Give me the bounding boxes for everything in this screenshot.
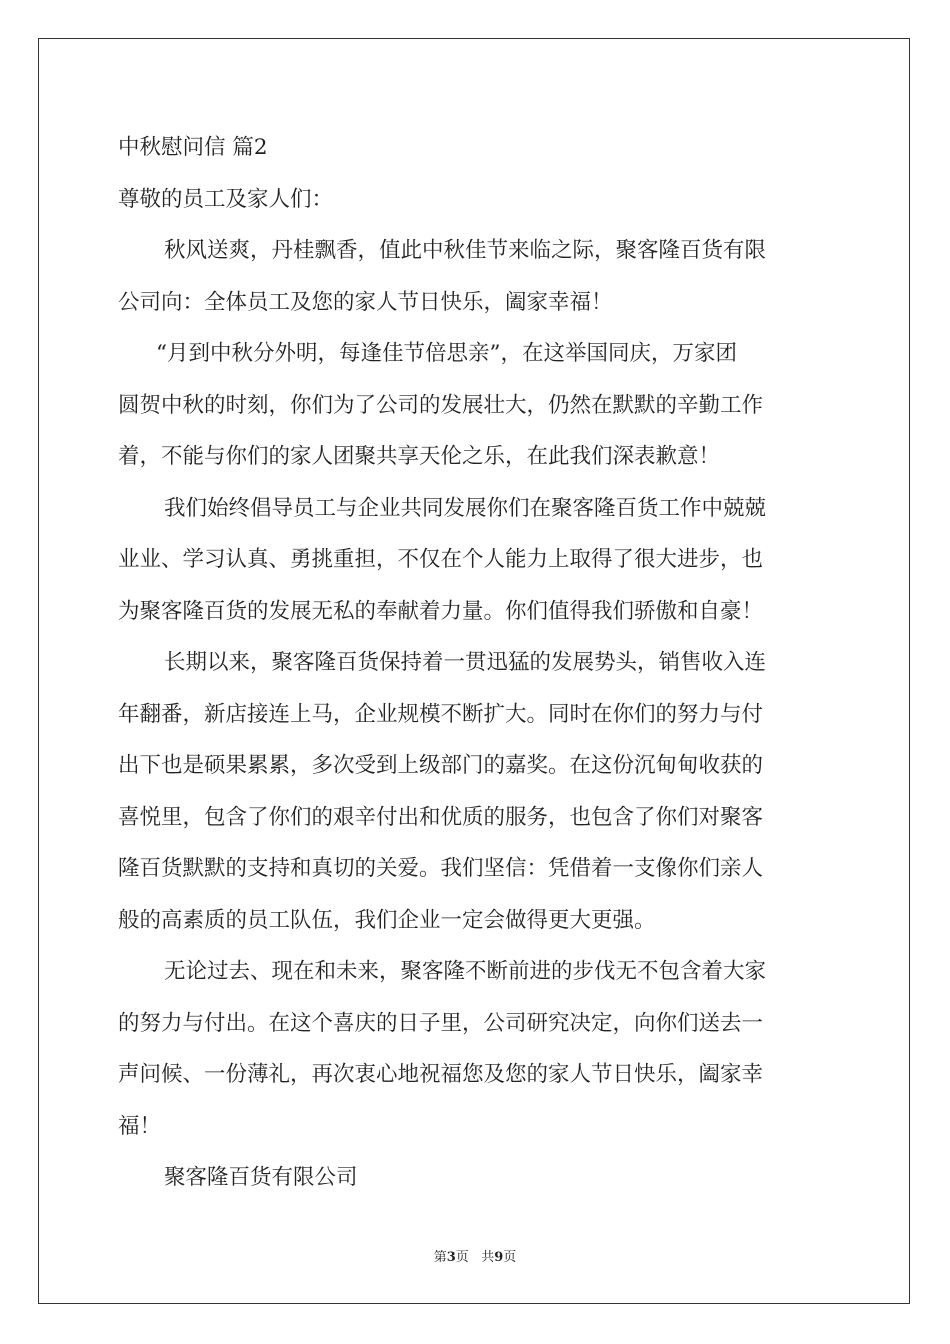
paragraph-line: 喜悦里，包含了你们的艰辛付出和优质的服务，也包含了你们对聚客 <box>118 804 764 830</box>
paragraph-line: 秋风送爽，丹桂飘香，值此中秋佳节来临之际，聚客隆百货有限 <box>164 238 767 263</box>
paragraph-line: 福！ <box>118 1113 162 1139</box>
paragraph-line: 圆贺中秋的时刻，你们为了公司的发展壮大，仍然在默默的辛勤工作 <box>118 392 764 418</box>
paragraph-line: 公司向：全体员工及您的家人节日快乐，阖家幸福！ <box>118 289 613 315</box>
paragraph-line: 为聚客隆百货的发展无私的奉献着力量。你们值得我们骄傲和自豪！ <box>118 598 764 624</box>
signature: 聚客隆百货有限公司 <box>164 1165 358 1190</box>
paragraph-line: 长期以来，聚客隆百货保持着一贯迅猛的发展势头，销售收入连 <box>164 650 767 675</box>
paragraph-line: 般的高素质的员工队伍，我们企业一定会做得更大更强。 <box>118 907 656 933</box>
paragraph-line: 业业、学习认真、勇挑重担，不仅在个人能力上取得了很大进步，也 <box>118 547 764 572</box>
greeting: 尊敬的员工及家人们： <box>118 186 334 212</box>
paragraph-line: 出下也是硕果累累，多次受到上级部门的嘉奖。在这份沉甸甸收获的 <box>118 753 764 778</box>
paragraph-line: 隆百货默默的支持和真切的关爱。我们坚信：凭借着一支像你们亲人 <box>118 856 764 881</box>
paragraph-line: “月到中秋分外明，每逢佳节倍思亲”，在这举国同庆，万家团 <box>156 341 737 366</box>
document-title: 中秋慰问信 篇2 <box>118 135 268 160</box>
paragraph-line: 无论过去、现在和未来，聚客隆不断前进的步伐无不包含着大家 <box>164 959 767 984</box>
letter-body <box>118 122 834 1204</box>
paragraph-line: 我们始终倡导员工与企业共同发展你们在聚客隆百货工作中兢兢 <box>164 495 767 521</box>
paragraph-line: 声问候、一份薄礼，再次衷心地祝福您及您的家人节日快乐，阖家幸 <box>118 1062 764 1087</box>
paragraph-line: 的努力与付出。在这个喜庆的日子里，公司研究决定，向你们送去一 <box>118 1010 764 1036</box>
page-number: 第3页 共9页 <box>433 1250 517 1265</box>
paragraph-line: 着，不能与你们的家人团聚共享天伦之乐，在此我们深表歉意！ <box>118 444 721 469</box>
paragraph-line: 年翻番，新店接连上马，企业规模不断扩大。同时在你们的努力与付 <box>118 701 764 727</box>
